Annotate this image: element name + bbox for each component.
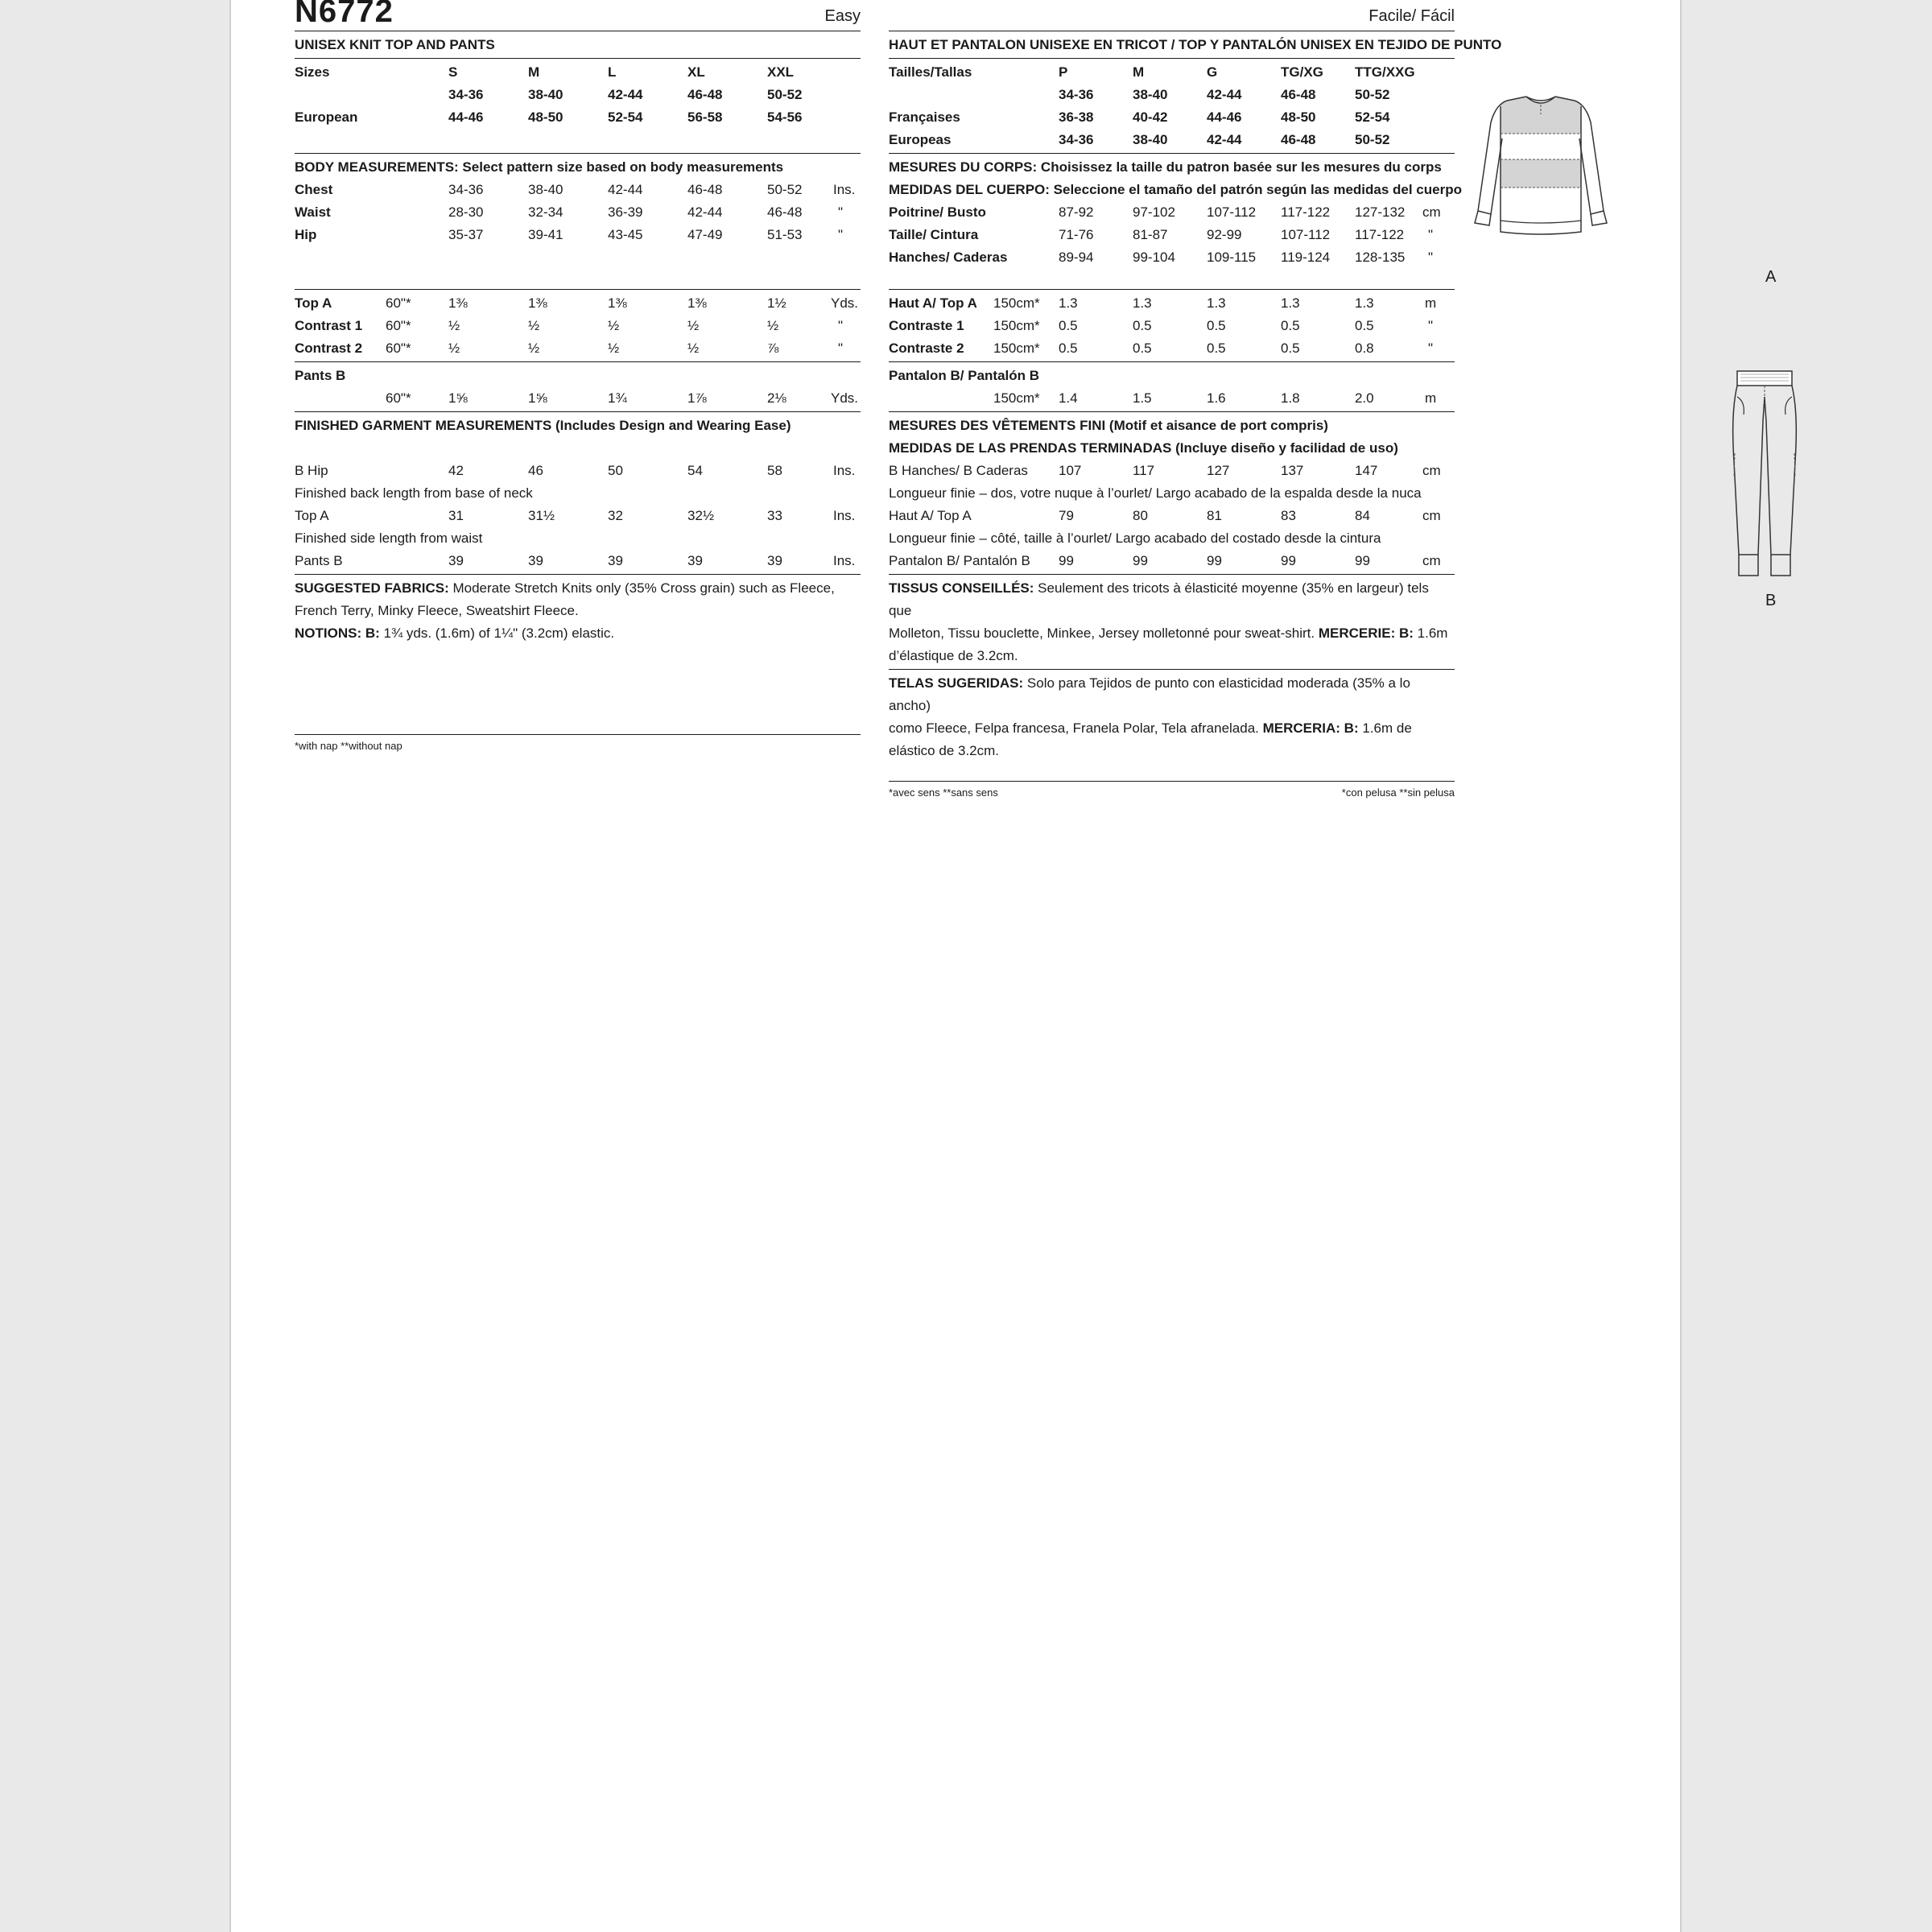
- body-row-waist: Waist 28-30 32-34 36-39 42-44 46-48 ": [295, 204, 844, 220]
- notions: NOTIONS: B: 1¾ yds. (1.6m) of 1¼" (3.2cm) elastic.: [295, 625, 615, 641]
- telas-sugeridas: TELAS SUGERIDAS: Solo para Tejidos de punto con elasticidad moderada (35% a lo ancho) como Fleece, Felpa francesa, Franela Polar, Tela afranelada. MERCERIA: B: 1.6m de elástico de 3.2cm.: [889, 675, 1412, 758]
- yardage-row-contraste-2: Contraste 2 150cm* 0.5 0.5 0.5 0.5 0.8 ": [889, 341, 1434, 356]
- sizes-europeas-row: Europeas 34-36 38-40 42-44 46-48 50-52: [889, 132, 1390, 147]
- difficulty-level: Easy: [824, 7, 861, 25]
- sizes-us-row-fr: 34-36 38-40 42-44 46-48 50-52: [1059, 87, 1390, 102]
- sizes-us-row: 34-36 38-40 42-44 46-48 50-52: [448, 87, 803, 102]
- body-row-taille: Taille/ Cintura 71-76 81-87 92-99 107-112 117-122 ": [889, 227, 1434, 242]
- suggested-fabrics: SUGGESTED FABRICS: Moderate Stretch Knits only (35% Cross grain) such as Fleece, French Terry, Minky Fleece, Sweatshirt Fleece.: [295, 580, 835, 618]
- sizes-european-row: European 44-46 48-50 52-54 56-58 54-56: [295, 109, 803, 125]
- body-measurements-heading-es: MEDIDAS DEL CUERPO: Seleccione el tamaño del patrón según las medidas del cuerpo: [889, 182, 1462, 197]
- finished-side-note: Finished side length from waist: [295, 530, 483, 546]
- garment-title: UNISEX KNIT TOP AND PANTS: [295, 37, 495, 52]
- body-row-chest: Chest 34-36 38-40 42-44 46-48 50-52 Ins.: [295, 182, 856, 197]
- pants-sketch-icon: [1724, 365, 1805, 582]
- body-row-hanches: Hanches/ Caderas 89-94 99-104 109-115 119-124 128-135 ": [889, 250, 1434, 265]
- finished-row-pantalon-b: Pantalon B/ Pantalón B 99 99 99 99 99 cm: [889, 553, 1441, 568]
- yardage-row-contrast-1: Contrast 1 60"* ½ ½ ½ ½ ½ ": [295, 318, 844, 333]
- garment-title-fr: HAUT ET PANTALON UNISEXE EN TRICOT / TOP Y PANTALÓN UNISEX EN TEJIDO DE PUNTO: [889, 37, 1502, 52]
- yardage-row-pants-b: 60"* 1⅝ 1⅝ 1¾ 1⅞ 2⅛ Yds.: [386, 390, 859, 406]
- yardage-row-top-a: Top A 60"* 1⅜ 1⅜ 1⅜ 1⅜ 1½ Yds.: [295, 295, 859, 311]
- finished-side-note-fr: Longueur finie – côté, taille à l’ourlet/ Largo acabado del costado desde la cintura: [889, 530, 1381, 546]
- pattern-envelope-page: [229, 0, 1777, 1932]
- view-b-label: B: [1765, 592, 1777, 609]
- english-column: [295, 0, 861, 758]
- sizes-francaises-row: Françaises 36-38 40-42 44-46 48-50 52-54: [889, 109, 1390, 125]
- finished-row-pants-b: Pants B 39 39 39 39 39 Ins.: [295, 553, 856, 568]
- french-spanish-column: [889, 0, 1502, 804]
- body-measurements-heading-fr: MESURES DU CORPS: Choisissez la taille du patron basée sur les mesures du corps: [889, 159, 1442, 175]
- header-en: [295, 0, 861, 29]
- view-a-label: A: [1765, 268, 1777, 286]
- sizes-row: Sizes S M L XL XXL: [295, 64, 795, 80]
- finished-measurements-heading: FINISHED GARMENT MEASUREMENTS (Includes Design and Wearing Ease): [295, 418, 791, 433]
- finished-heading-fr: MESURES DES VÊTEMENTS FINI (Motif et aisance de port compris): [889, 418, 1328, 433]
- finished-row-hip: B Hip 42 46 50 54 58 Ins.: [295, 463, 856, 478]
- pattern-number: N6772: [295, 0, 394, 29]
- yardage-row-pantalon-b: 150cm* 1.4 1.5 1.6 1.8 2.0 m: [993, 390, 1437, 406]
- body-row-hip: Hip 35-37 39-41 43-45 47-49 51-53 ": [295, 227, 844, 242]
- pants-label-row: Pants B: [295, 368, 346, 383]
- finished-row-haut-a: Haut A/ Top A 79 80 81 83 84 cm: [889, 508, 1441, 523]
- footnote-fr-es: *avec sens **sans sens *con pelusa **sin pelusa: [889, 781, 1455, 804]
- body-row-poitrine: Poitrine/ Busto 87-92 97-102 107-112 117-122 127-132 cm: [889, 204, 1441, 220]
- pants-label-row-fr: Pantalon B/ Pantalón B: [889, 368, 1040, 383]
- finished-heading-es: MEDIDAS DE LAS PRENDAS TERMINADAS (Incluye diseño y facilidad de uso): [889, 440, 1398, 456]
- difficulty-level-fr: Facile/ Fácil: [1368, 7, 1455, 25]
- finished-back-note-fr: Longueur finie – dos, votre nuque à l’ourlet/ Largo acabado de la espalda desde la nuca: [889, 485, 1422, 501]
- finished-row-top-a: Top A 31 31½ 32 32½ 33 Ins.: [295, 508, 856, 523]
- tissus-conseilles: TISSUS CONSEILLÉS: Seulement des tricots à élasticité moyenne (35% en largeur) tels que Molleton, Tissu bouclette, Minkee, Jersey molletonné pour sweat-shirt. MERCERIE: B: 1.6m d’élastique de 3.2cm.: [889, 580, 1448, 663]
- header-fr: [889, 0, 1455, 29]
- yardage-row-haut-a: Haut A/ Top A 150cm* 1.3 1.3 1.3 1.3 1.3 m: [889, 295, 1437, 311]
- footnote-en: *with nap **without nap: [295, 734, 861, 758]
- yardage-row-contrast-2: Contrast 2 60"* ½ ½ ½ ½ ⅞ ": [295, 341, 844, 356]
- finished-back-note: Finished back length from base of neck: [295, 485, 533, 501]
- yardage-row-contraste-1: Contraste 1 150cm* 0.5 0.5 0.5 0.5 0.5 ": [889, 318, 1434, 333]
- sweatshirt-sketch-icon: [1460, 90, 1621, 251]
- finished-row-hanches: B Hanches/ B Caderas 107 117 127 137 147 cm: [889, 463, 1441, 478]
- sizes-row-fr: Tailles/Tallas P M G TG/XG TTG/XXG: [889, 64, 1415, 80]
- body-measurements-heading: BODY MEASUREMENTS: Select pattern size based on body measurements: [295, 159, 784, 175]
